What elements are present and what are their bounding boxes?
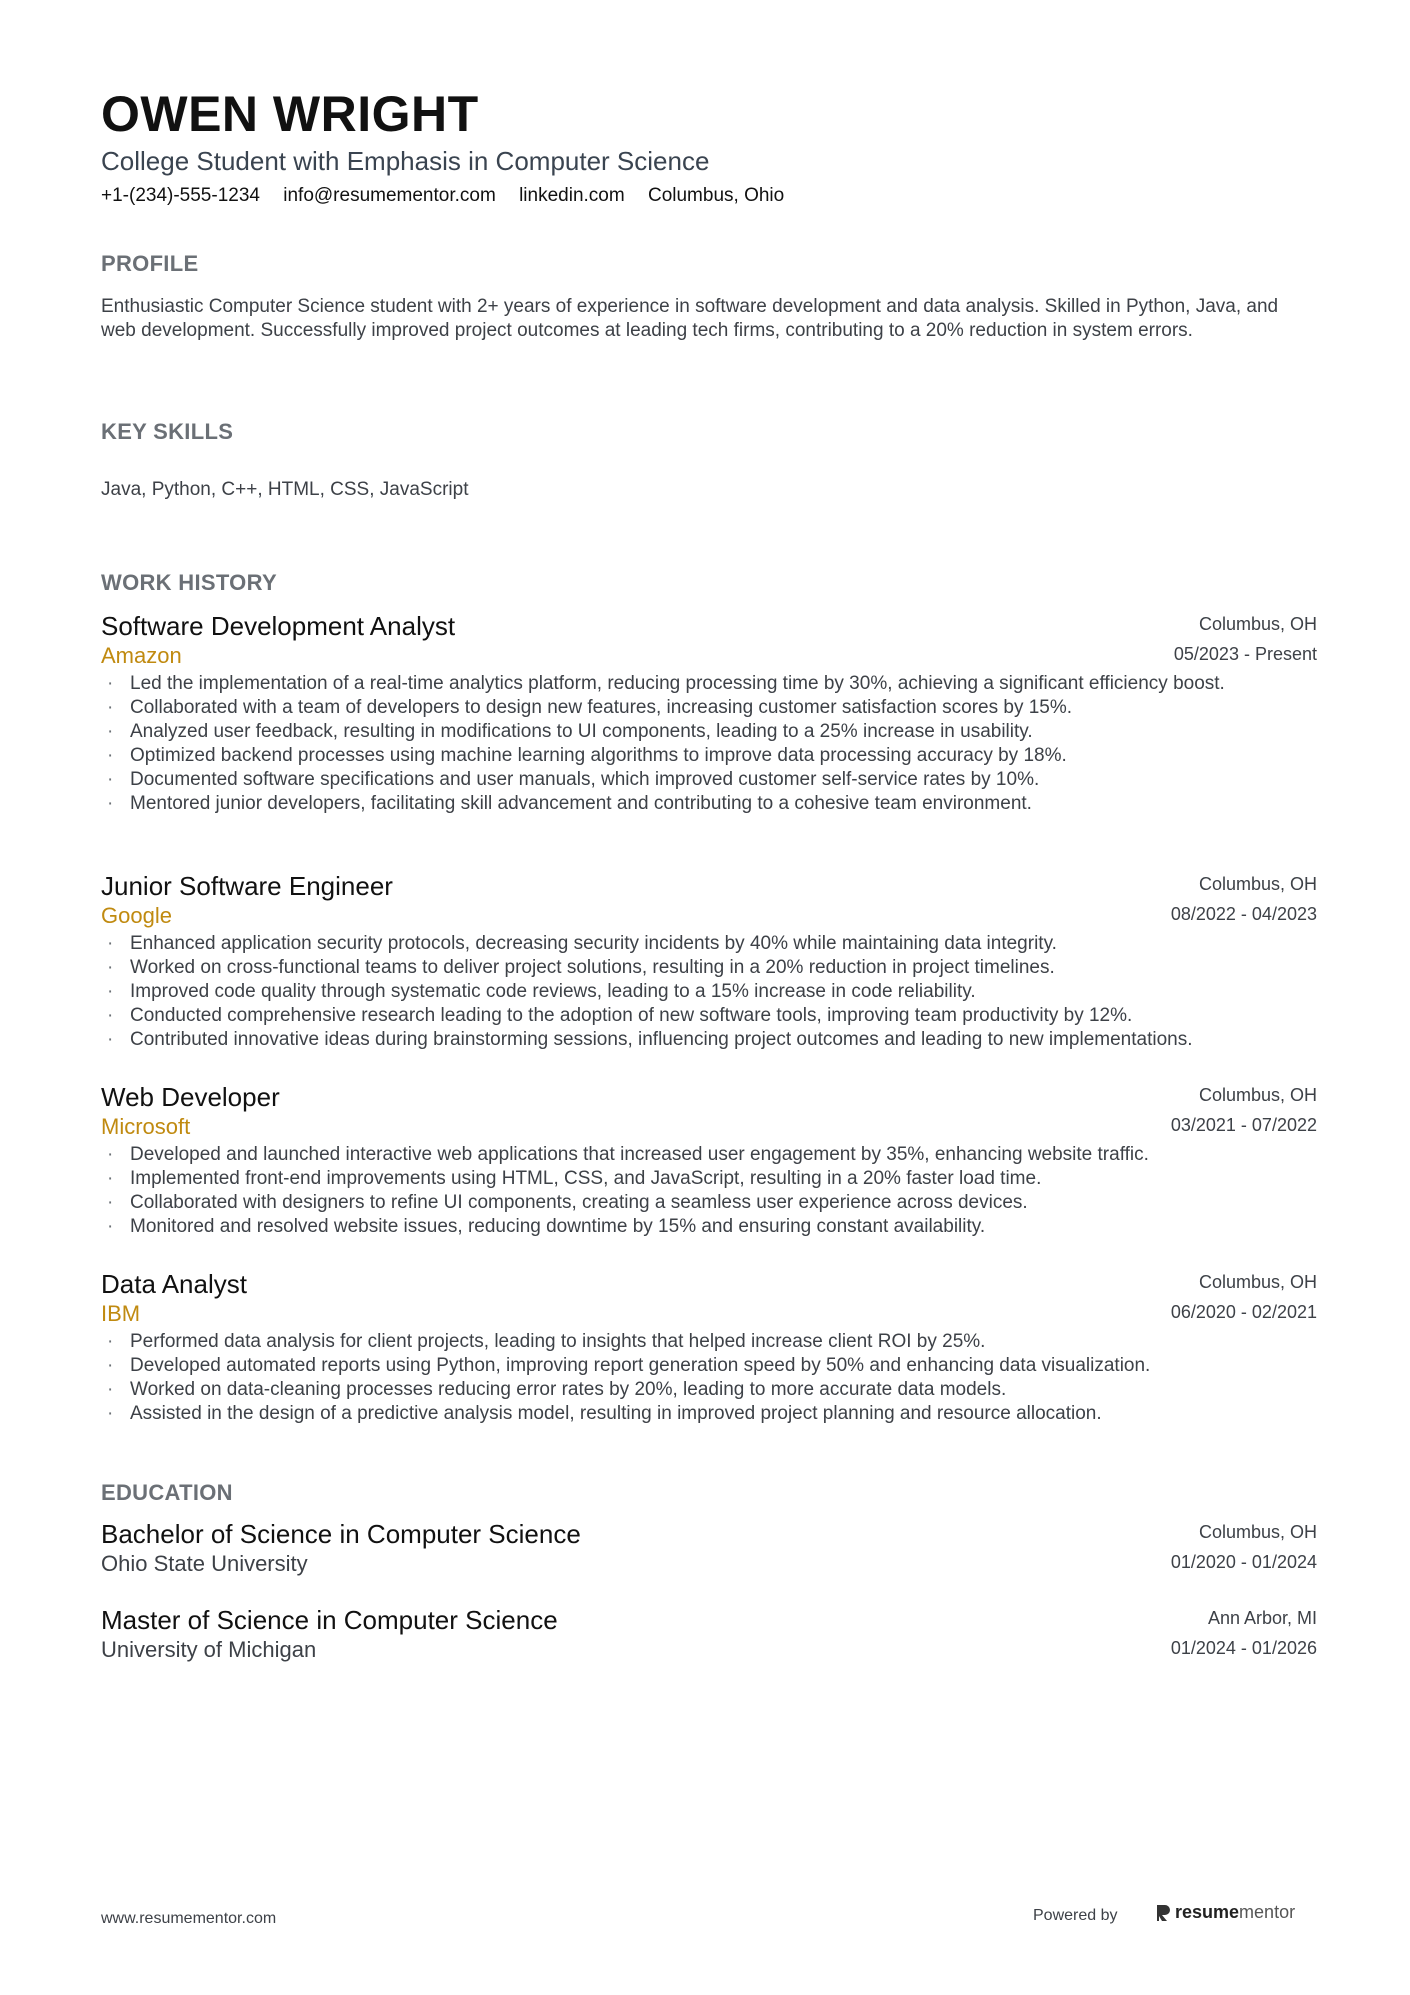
headline: College Student with Emphasis in Computer Science	[101, 146, 710, 176]
education-school: Ohio State University	[101, 1551, 308, 1576]
job-bullets	[101, 1143, 1317, 1239]
education-degree: Master of Science in Computer Science	[101, 1605, 558, 1635]
job-bullet: · Performed data analysis for client projects, leading to insights that helped increase client ROI by 25%.	[101, 1330, 1317, 1354]
contact-line	[101, 184, 802, 208]
job-bullet: · Collaborated with a team of developers to design new features, increasing customer satisfaction scores by 15%.	[101, 696, 1317, 720]
job-location: Columbus, OH	[1198, 1272, 1317, 1292]
contact-phone: +1-(234)-555-1234	[101, 185, 260, 206]
job-bullet: · Implemented front-end improvements using HTML, CSS, and JavaScript, resulting in a 20% faster load time.	[101, 1167, 1317, 1191]
job-title: Data Analyst	[101, 1269, 247, 1299]
job-bullet: · Worked on data-cleaning processes reducing error rates by 20%, leading to more accurate data models.	[101, 1378, 1317, 1402]
education-degree: Bachelor of Science in Computer Science	[101, 1519, 581, 1549]
job-company: IBM	[101, 1301, 141, 1326]
contact-location: Columbus, Ohio	[647, 185, 785, 206]
job-dates: 05/2023 - Present	[1173, 644, 1317, 664]
job-bullets	[101, 1330, 1317, 1426]
job-location: Columbus, OH	[1198, 614, 1317, 634]
education-location: Ann Arbor, MI	[1207, 1608, 1317, 1628]
education-dates: 01/2024 - 01/2026	[1170, 1638, 1317, 1658]
footer-powered-by: Powered by	[1033, 1907, 1118, 1924]
logo-text	[1175, 1902, 1295, 1923]
job-bullet: · Developed and launched interactive web applications that increased user engagement by 35%, enhancing website traffic.	[101, 1143, 1317, 1167]
job-company: Microsoft	[101, 1114, 191, 1139]
contact-email[interactable]: info@resumementor.com	[283, 185, 496, 206]
logo-text-light: mentor	[1239, 1902, 1296, 1922]
job-bullet: · Worked on cross-functional teams to deliver project solutions, resulting in a 20% reduction in project timelines.	[101, 956, 1317, 980]
profile-text: Enthusiastic Computer Science student with 2+ years of experience in software development and data analysis. Skilled in Python, Java, and web development. Successfully improved project outcomes at leading tech firms, contributing to a 20% reduction in system errors.	[101, 296, 1279, 341]
contact-linkedin[interactable]: linkedin.com	[519, 185, 625, 206]
footer-url[interactable]: www.resumementor.com	[101, 1910, 277, 1927]
job-bullets	[101, 672, 1317, 816]
resumementor-logo[interactable]	[1155, 1902, 1295, 1923]
resumementor-logo-icon	[1155, 1903, 1171, 1923]
skills-section-title: KEY SKILLS	[101, 419, 234, 444]
job-company: Amazon	[101, 643, 182, 668]
job-title: Junior Software Engineer	[101, 871, 393, 901]
job-bullet: · Monitored and resolved website issues, reducing downtime by 15% and ensuring constant availability.	[101, 1215, 1317, 1239]
job-title: Web Developer	[101, 1082, 280, 1112]
logo-text-bold: resume	[1175, 1902, 1240, 1922]
job-location: Columbus, OH	[1198, 874, 1317, 894]
job-bullets	[101, 932, 1317, 1052]
job-dates: 08/2022 - 04/2023	[1170, 904, 1317, 924]
job-bullet: · Developed automated reports using Python, improving report generation speed by 50% and enhancing data visualization.	[101, 1354, 1317, 1378]
job-bullet: · Documented software specifications and user manuals, which improved customer self-service rates by 10%.	[101, 768, 1317, 792]
education-location: Columbus, OH	[1198, 1522, 1317, 1542]
job-bullet: · Led the implementation of a real-time analytics platform, reducing processing time by 30%, achieving a significant efficiency boost.	[101, 672, 1317, 696]
job-bullet: · Mentored junior developers, facilitating skill advancement and contributing to a cohesive team environment.	[101, 792, 1317, 816]
education-dates: 01/2020 - 01/2024	[1170, 1552, 1317, 1572]
job-location: Columbus, OH	[1198, 1085, 1317, 1105]
job-title: Software Development Analyst	[101, 611, 456, 641]
job-bullet: · Improved code quality through systematic code reviews, leading to a 15% increase in code reliability.	[101, 980, 1317, 1004]
education-school: University of Michigan	[101, 1637, 317, 1662]
job-bullet: · Collaborated with designers to refine UI components, creating a seamless user experience across devices.	[101, 1191, 1317, 1215]
job-bullet: · Contributed innovative ideas during brainstorming sessions, influencing project outcomes and leading to new implementations.	[101, 1028, 1317, 1052]
job-dates: 06/2020 - 02/2021	[1170, 1302, 1317, 1322]
candidate-name: OWEN WRIGHT	[101, 86, 479, 142]
job-bullet: · Assisted in the design of a predictive analysis model, resulting in improved project planning and resource allocation.	[101, 1402, 1317, 1426]
job-dates: 03/2021 - 07/2022	[1170, 1115, 1317, 1135]
skills-text: Java, Python, C++, HTML, CSS, JavaScript	[101, 479, 469, 500]
job-bullet: · Analyzed user feedback, resulting in modifications to UI components, leading to a 25% increase in usability.	[101, 720, 1317, 744]
job-bullet: · Optimized backend processes using machine learning algorithms to improve data processing accuracy by 18%.	[101, 744, 1317, 768]
work-section-title: WORK HISTORY	[101, 570, 277, 595]
job-company: Google	[101, 903, 172, 928]
education-section-title: EDUCATION	[101, 1480, 233, 1505]
job-bullet: · Enhanced application security protocols, decreasing security incidents by 40% while maintaining data integrity.	[101, 932, 1317, 956]
job-bullet: · Conducted comprehensive research leading to the adoption of new software tools, improving team productivity by 12%.	[101, 1004, 1317, 1028]
profile-section-title: PROFILE	[101, 251, 199, 276]
